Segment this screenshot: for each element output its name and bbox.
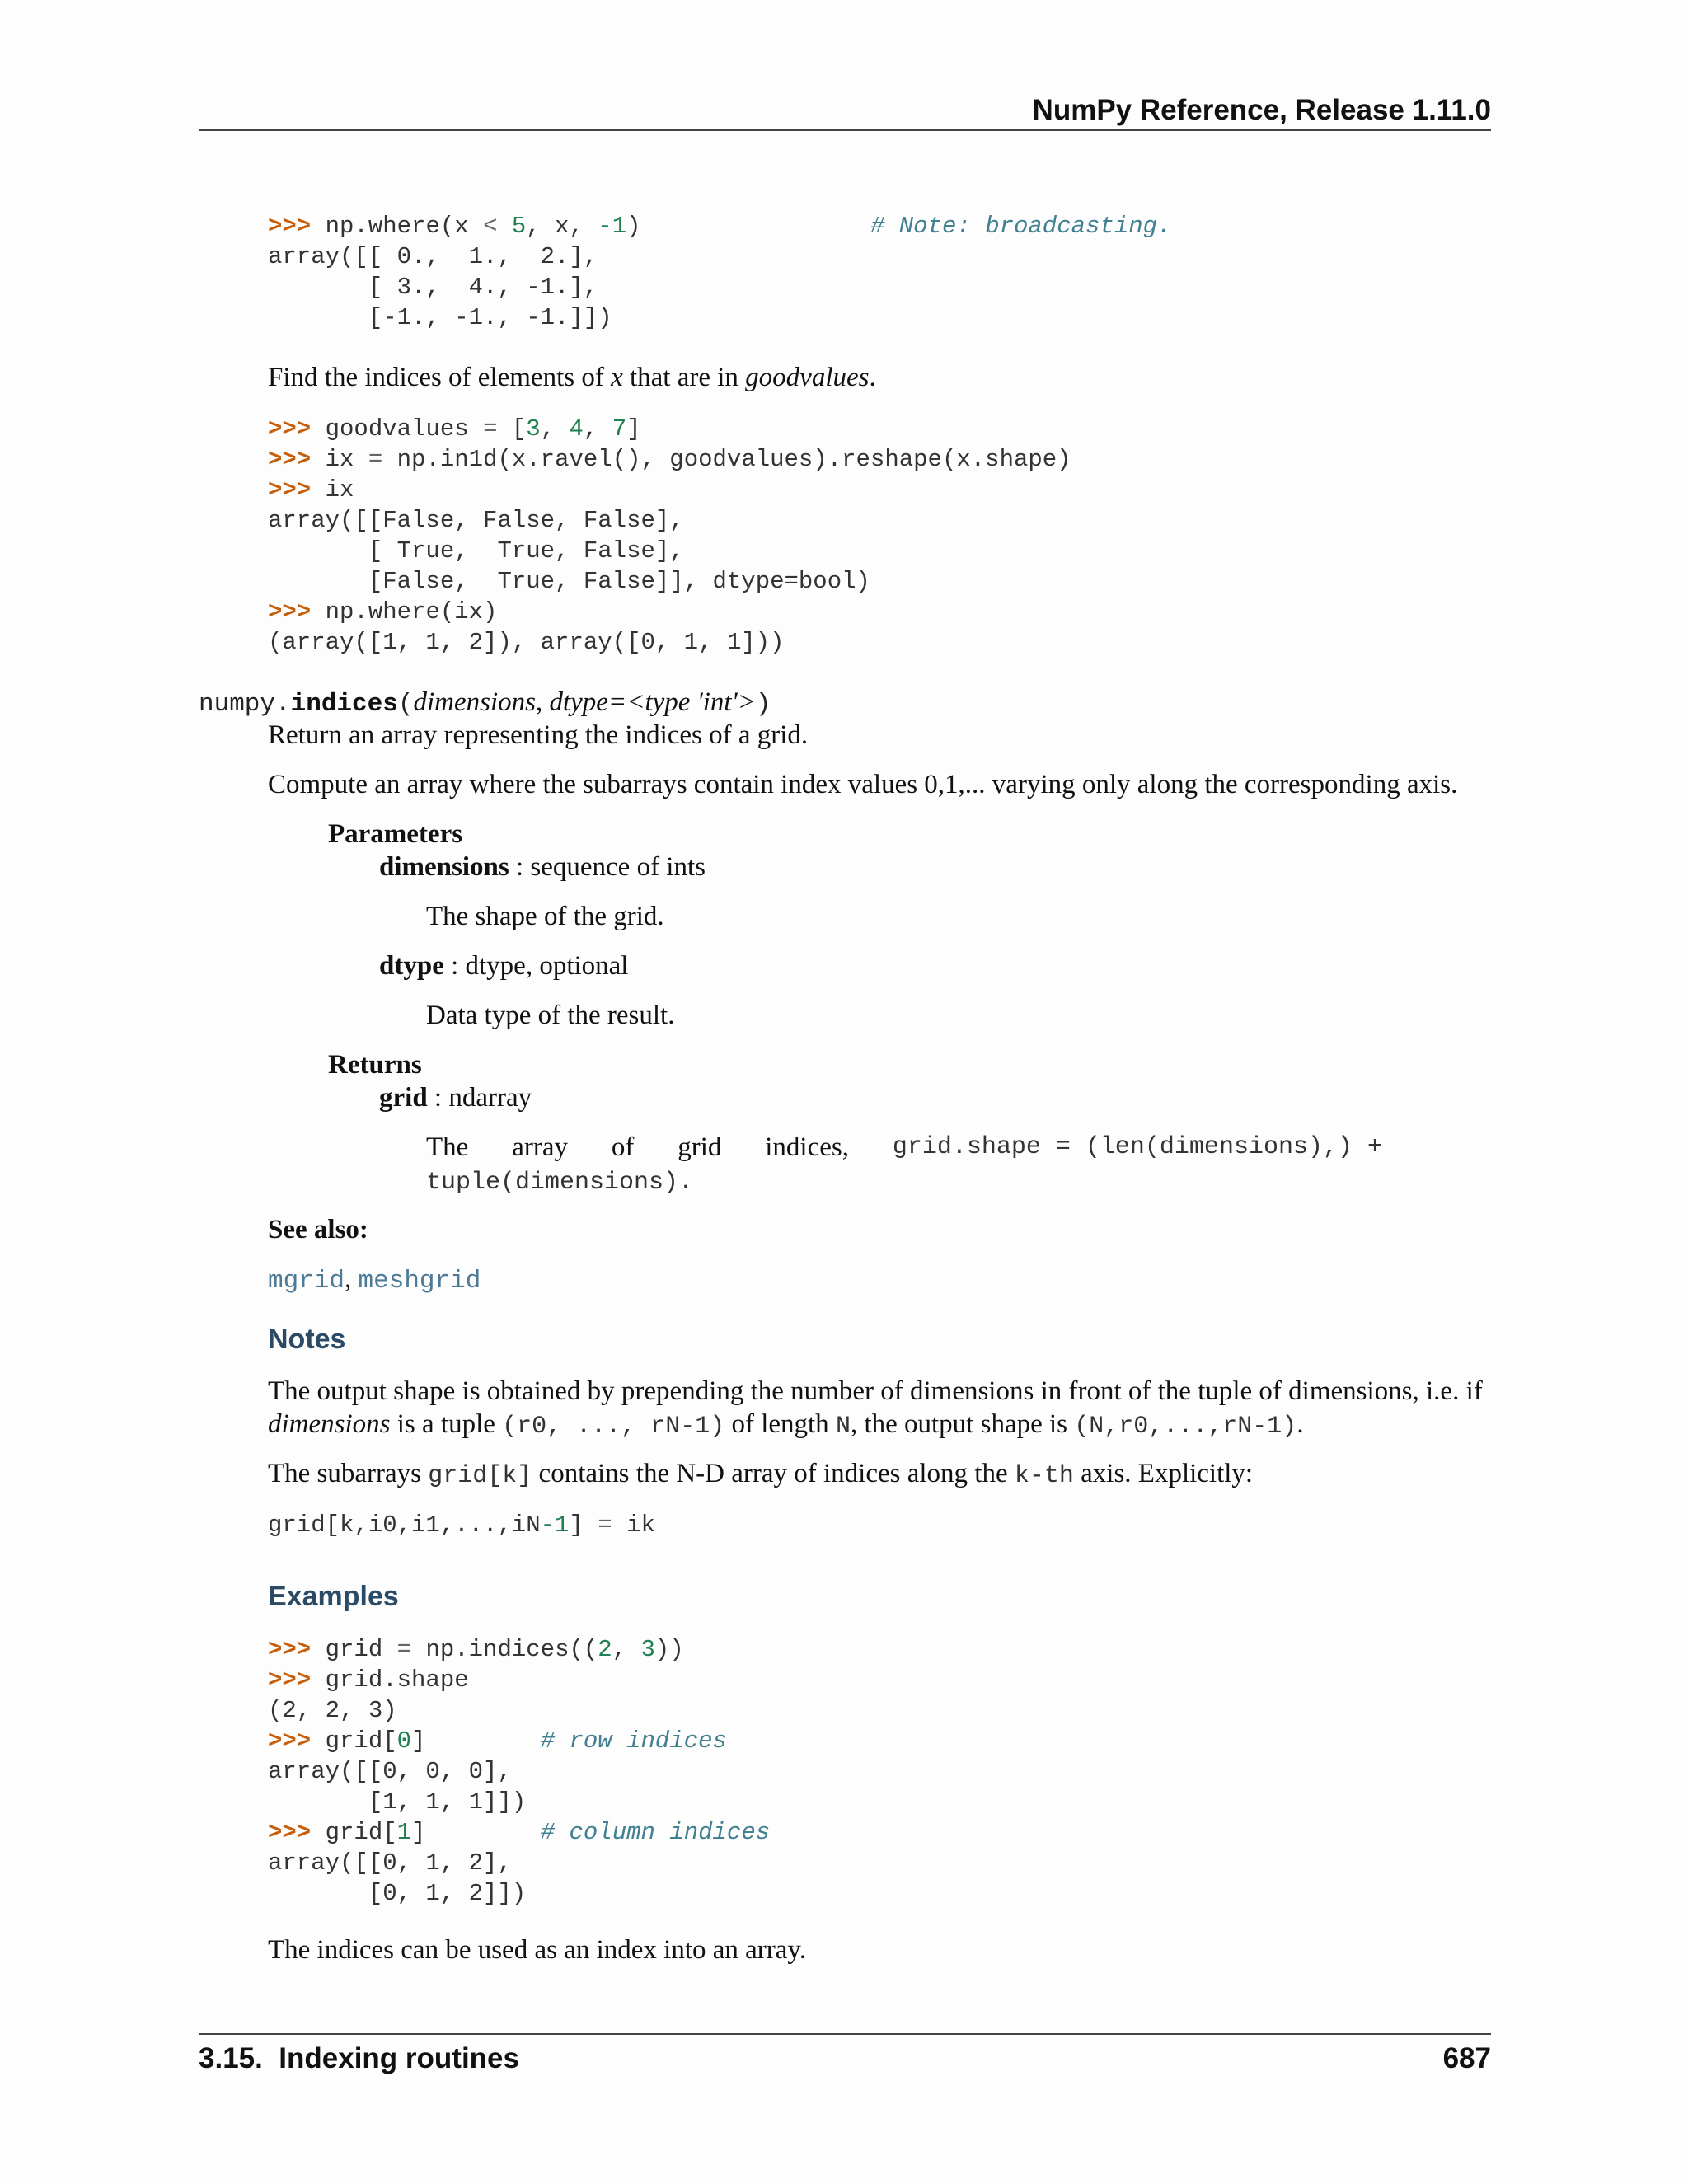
signature-paren: ) [755,690,771,719]
prompt: >>> [268,1727,312,1755]
text: . [869,363,876,392]
code-inline: grid.shape = (len(dimensions),) + [892,1133,1382,1161]
prompt: >>> [268,446,312,473]
text: of [611,1132,635,1162]
code-text: ] [411,1819,426,1846]
code-text [497,213,511,240]
code-inline: tuple(dimensions). [426,1169,694,1197]
signature-module: numpy. [199,690,291,719]
examples-heading: Examples [268,1581,399,1612]
signature-paren: ( [397,690,414,719]
footer-page-number: 687 [1442,2042,1491,2074]
code-number: 3 [640,1636,655,1663]
function-summary: Return an array representing the indices of a grid. [268,720,809,750]
code-output-line: [ True, True, False], [268,537,684,565]
signature-arg: dtype=<type 'int'> [549,687,756,717]
code-pad [641,213,870,240]
heading-text: Parameters [328,819,463,849]
link-mgrid[interactable]: mgrid [268,1267,345,1296]
return-grid-desc-cont [426,1164,693,1199]
return-type: : ndarray [427,1083,532,1113]
signature-sep: , [535,687,550,717]
code-number: 1 [396,1819,412,1846]
seealso-links [268,1263,481,1298]
code-inline: grid[k] [428,1462,532,1490]
code-text: np.in1d(x.ravel(), goodvalues).reshape(x.shape) [382,446,1071,473]
notes-heading: Notes [268,1324,346,1355]
code-text: ix [311,476,354,504]
prompt: >>> [268,476,312,504]
code-text: [ [497,415,527,443]
param-dimensions-desc: The shape of the grid. [426,902,664,931]
text: contains the N-D array of indices along the [532,1459,1015,1488]
prompt: >>> [268,213,312,240]
code-op: < [483,213,498,240]
code-inline: (r0, ..., rN-1) [502,1413,725,1441]
code-pad [425,1727,540,1755]
code-text: ik [612,1511,655,1539]
code-op: = [368,446,383,473]
code-text: np.where(ix) [311,598,498,626]
code-block-where [268,211,1171,333]
text: , [345,1264,359,1294]
code-text: goodvalues [311,415,484,443]
code-number: 7 [612,415,627,443]
code-text: grid[ [311,1727,397,1755]
code-text: ] [569,1511,598,1539]
link-meshgrid[interactable]: meshgrid [358,1267,481,1296]
code-output-line: [-1., -1., -1.]]) [268,304,612,331]
text: is a tuple [390,1409,503,1439]
emph-goodvalues: goodvalues [745,363,870,392]
notes-paragraph-1a: The output shape is obtained by prepending the number of dimensions in front of the tuple of dimensions, i.e. if [268,1376,1483,1406]
emph-x: x [611,363,623,392]
code-text: , x, [526,213,598,240]
prompt: >>> [268,598,312,626]
return-grid-desc [426,1131,1382,1164]
examples-code [268,1634,770,1909]
footer-rule [199,2033,1491,2035]
prompt: >>> [268,1636,312,1663]
closing-paragraph: The indices can be used as an index into an array. [268,1935,807,1965]
code-output-line: array([[False, False, False], [268,507,684,534]
code-text: grid [311,1636,397,1663]
seealso-heading [268,1213,368,1246]
code-op: = [598,1511,612,1539]
code-number: 3 [526,415,541,443]
code-op: = [396,1636,412,1663]
param-dimensions [379,851,706,883]
code-text: , [583,415,612,443]
emph-dimensions: dimensions [268,1409,391,1439]
paragraph-find-indices [268,361,876,394]
page-header-title: NumPy Reference, Release 1.11.0 [1032,94,1491,126]
code-text: , [540,415,570,443]
code-text: np.indices(( [411,1636,598,1663]
text: The subarrays [268,1459,429,1488]
code-text: np.where(x [311,213,484,240]
notes-paragraph-1b [268,1408,1304,1443]
code-output-line: [0, 1, 2]]) [268,1880,527,1907]
code-op: = [483,415,498,443]
code-number: 0 [396,1727,412,1755]
code-inline: N [835,1413,851,1441]
code-number: -1 [598,213,627,240]
text: of length [724,1409,836,1439]
code-inline: (N,r0,...,rN-1) [1074,1413,1297,1441]
returns-heading [328,1048,422,1081]
param-dtype [379,949,628,982]
header-rule [199,129,1491,131]
code-number: 2 [598,1636,612,1663]
text: , the output shape is [850,1409,1075,1439]
param-type: : dtype, optional [443,951,629,981]
code-output-line: [1, 1, 1]]) [268,1788,527,1816]
heading-text: Returns [328,1050,422,1080]
code-comment: # Note: broadcasting. [870,213,1172,240]
param-name: dtype [379,951,444,981]
param-dtype-desc: Data type of the result. [426,1001,675,1030]
parameters-heading [328,818,462,851]
code-text: , [612,1636,641,1663]
code-inline: k-th [1014,1462,1074,1490]
prompt: >>> [268,1666,312,1694]
code-output-line: array([[ 0., 1., 2.], [268,243,598,270]
function-signature [199,686,771,721]
code-number: 5 [511,213,527,240]
code-text: grid[k,i0,i1,...,iN [268,1511,541,1539]
text: . [1296,1409,1304,1439]
prompt: >>> [268,1819,312,1846]
code-text: )) [654,1636,684,1663]
text: grid [678,1132,722,1162]
signature-arg: dimensions [413,687,536,717]
code-text: grid.shape [311,1666,469,1694]
code-block-in1d [268,414,1071,658]
prompt: >>> [268,415,312,443]
signature-name: indices [290,690,398,719]
param-name: dimensions [379,852,509,882]
code-output-line: array([[0, 1, 2], [268,1849,512,1877]
code-text: ix [311,446,368,473]
code-text: grid[ [311,1819,397,1846]
code-output-line: (2, 2, 3) [268,1697,397,1724]
code-comment: # row indices [540,1727,727,1755]
code-text: ) [626,213,641,240]
code-number: -1 [540,1511,570,1539]
function-description: Compute an array where the subarrays contain index values 0,1,... varying only along the corresponding axis. [268,770,1458,799]
footer-section: 3.15. Indexing routines [199,2042,519,2074]
code-text: ] [411,1727,426,1755]
param-type: : sequence of ints [509,852,706,882]
text: axis. Explicitly: [1073,1459,1254,1488]
text: indices, [765,1132,849,1162]
code-output-line: array([[0, 0, 0], [268,1758,512,1785]
return-grid [379,1081,532,1114]
text: The [426,1132,469,1162]
return-name: grid [379,1083,428,1113]
text: array [512,1132,568,1162]
code-output-line: (array([1, 1, 2]), array([0, 1, 1])) [268,629,785,656]
code-number: 4 [569,415,584,443]
text: Find the indices of elements of [268,363,612,392]
code-output-line: [False, True, False]], dtype=bool) [268,568,870,595]
notes-paragraph-2 [268,1457,1253,1493]
heading-text: See also: [268,1215,368,1244]
code-pad [425,1819,540,1846]
code-output-line: [ 3., 4., -1.], [268,274,598,301]
text: that are in [622,363,746,392]
notes-code [268,1510,655,1540]
code-comment: # column indices [540,1819,771,1846]
code-text: ] [626,415,641,443]
